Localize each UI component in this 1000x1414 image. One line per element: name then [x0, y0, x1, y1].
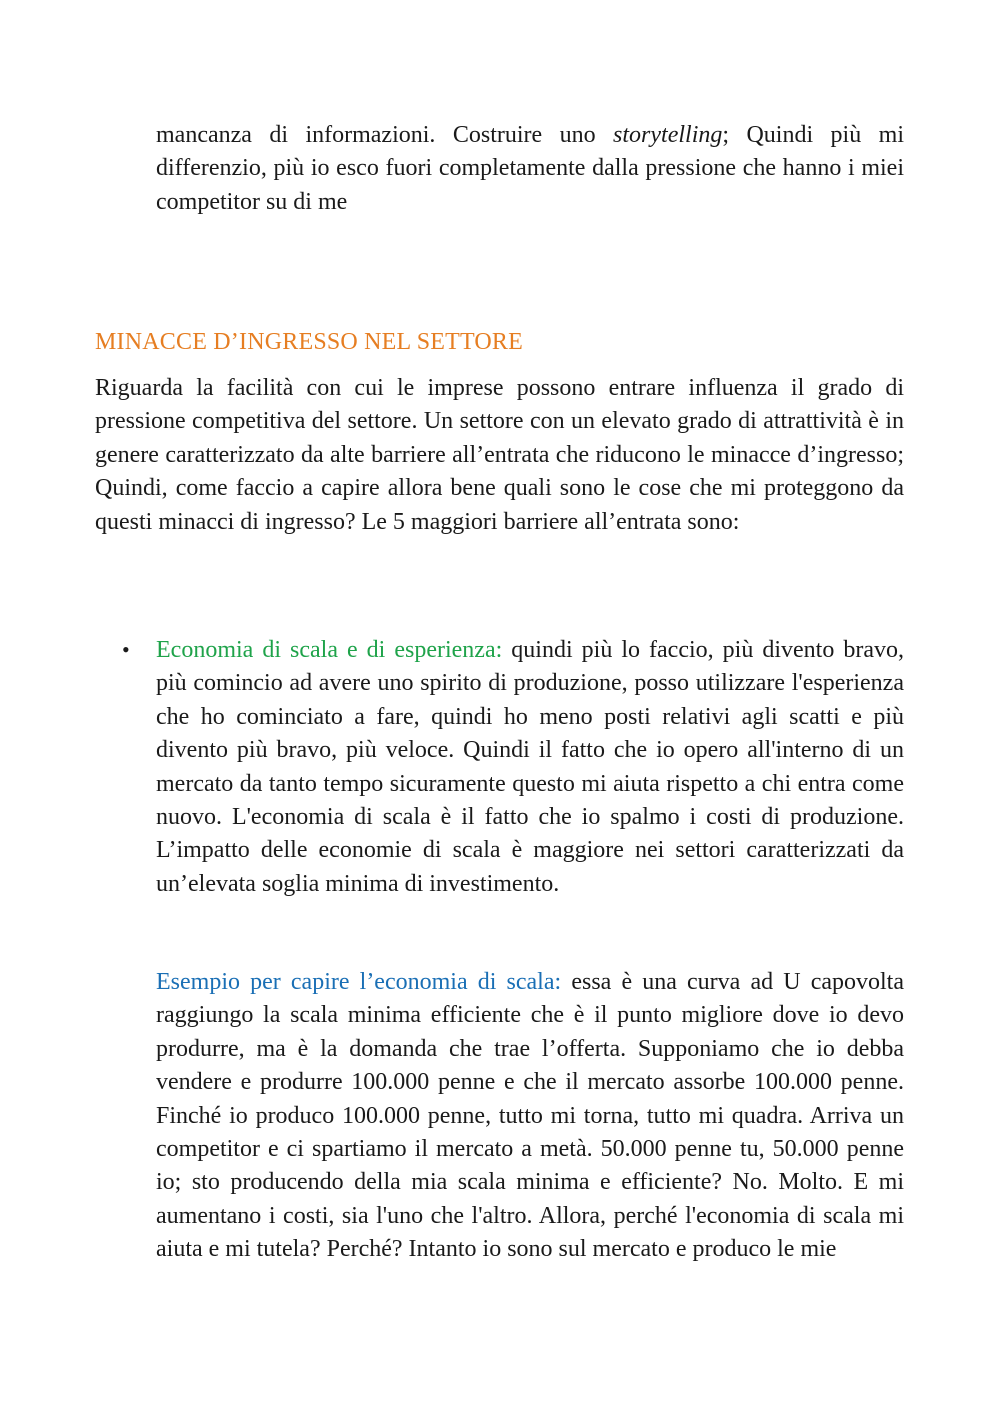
intro-text-part1: mancanza di informazioni. Costruire uno	[156, 122, 614, 148]
list-item-label: Economia di scala e di esperienza:	[156, 637, 503, 663]
example-label: Esempio per capire l’economia di scala:	[156, 969, 562, 995]
list-item-economia-scala	[156, 634, 904, 901]
intro-italic-term: storytelling	[613, 122, 723, 148]
section-heading: MINACCE D’INGRESSO NEL SETTORE	[95, 329, 524, 355]
intro-text-part2: ; Quindi più mi differenzio, più io esco fuori completamente dalla pressione che hanno i miei competitor su di me	[156, 122, 904, 215]
section-paragraph: Riguarda la facilità con cui le imprese possono entrare influenza il grado di pressione competitiva del settore. Un settore con un elevato grado di attrattività è in genere caratterizzato da alte barriere all’entrata che riducono le minacce d’ingresso; Quindi, come faccio a capire allora bene quali sono le cose che mi proteggono da questi minacci di ingresso? Le 5 maggiori barriere all’entrata sono:	[95, 375, 904, 535]
example-paragraph	[156, 966, 904, 1267]
bullet-point: •	[122, 637, 130, 662]
list-item-text: quindi più lo faccio, più divento bravo, più comincio ad avere uno spirito di produzione, posso utilizzare l'esperienza che ho cominciato a fare, quindi ho meno posti relativi agli scatti e più divento più bravo, più veloce. Quindi il fatto che io opero all'interno di un mercato da tanto tempo sicuramente questo mi aiuta rispetto a chi entra come nuovo. L'economia di scala è il fatto che io spalmo i costi di produzione. L’impatto delle economie di scala è maggiore nei settori caratterizzati da un’elevata soglia minima di investimento.	[156, 637, 904, 897]
intro-paragraph	[156, 119, 904, 219]
example-text: essa è una curva ad U capovolta raggiungo la scala minima efficiente che è il punto migliore dove io devo produrre, ma è la domanda che trae l’offerta. Supponiamo che io debba vendere e produrre 100.000 penne e che il mercato assorbe 100.000 penne. Finché io produco 100.000 penne, tutto mi torna, tutto mi quadra. Arriva un competitor e ci spartiamo il mercato a metà. 50.000 penne tu, 50.000 penne io; sto producendo della mia scala minima e efficiente? No. Molto. E mi aumentano i costi, sia l'uno che l'altro. Allora, perché l'economia di scala mi aiuta e mi tutela? Perché? Intanto io sono sul mercato e produco le mie	[156, 969, 904, 1263]
